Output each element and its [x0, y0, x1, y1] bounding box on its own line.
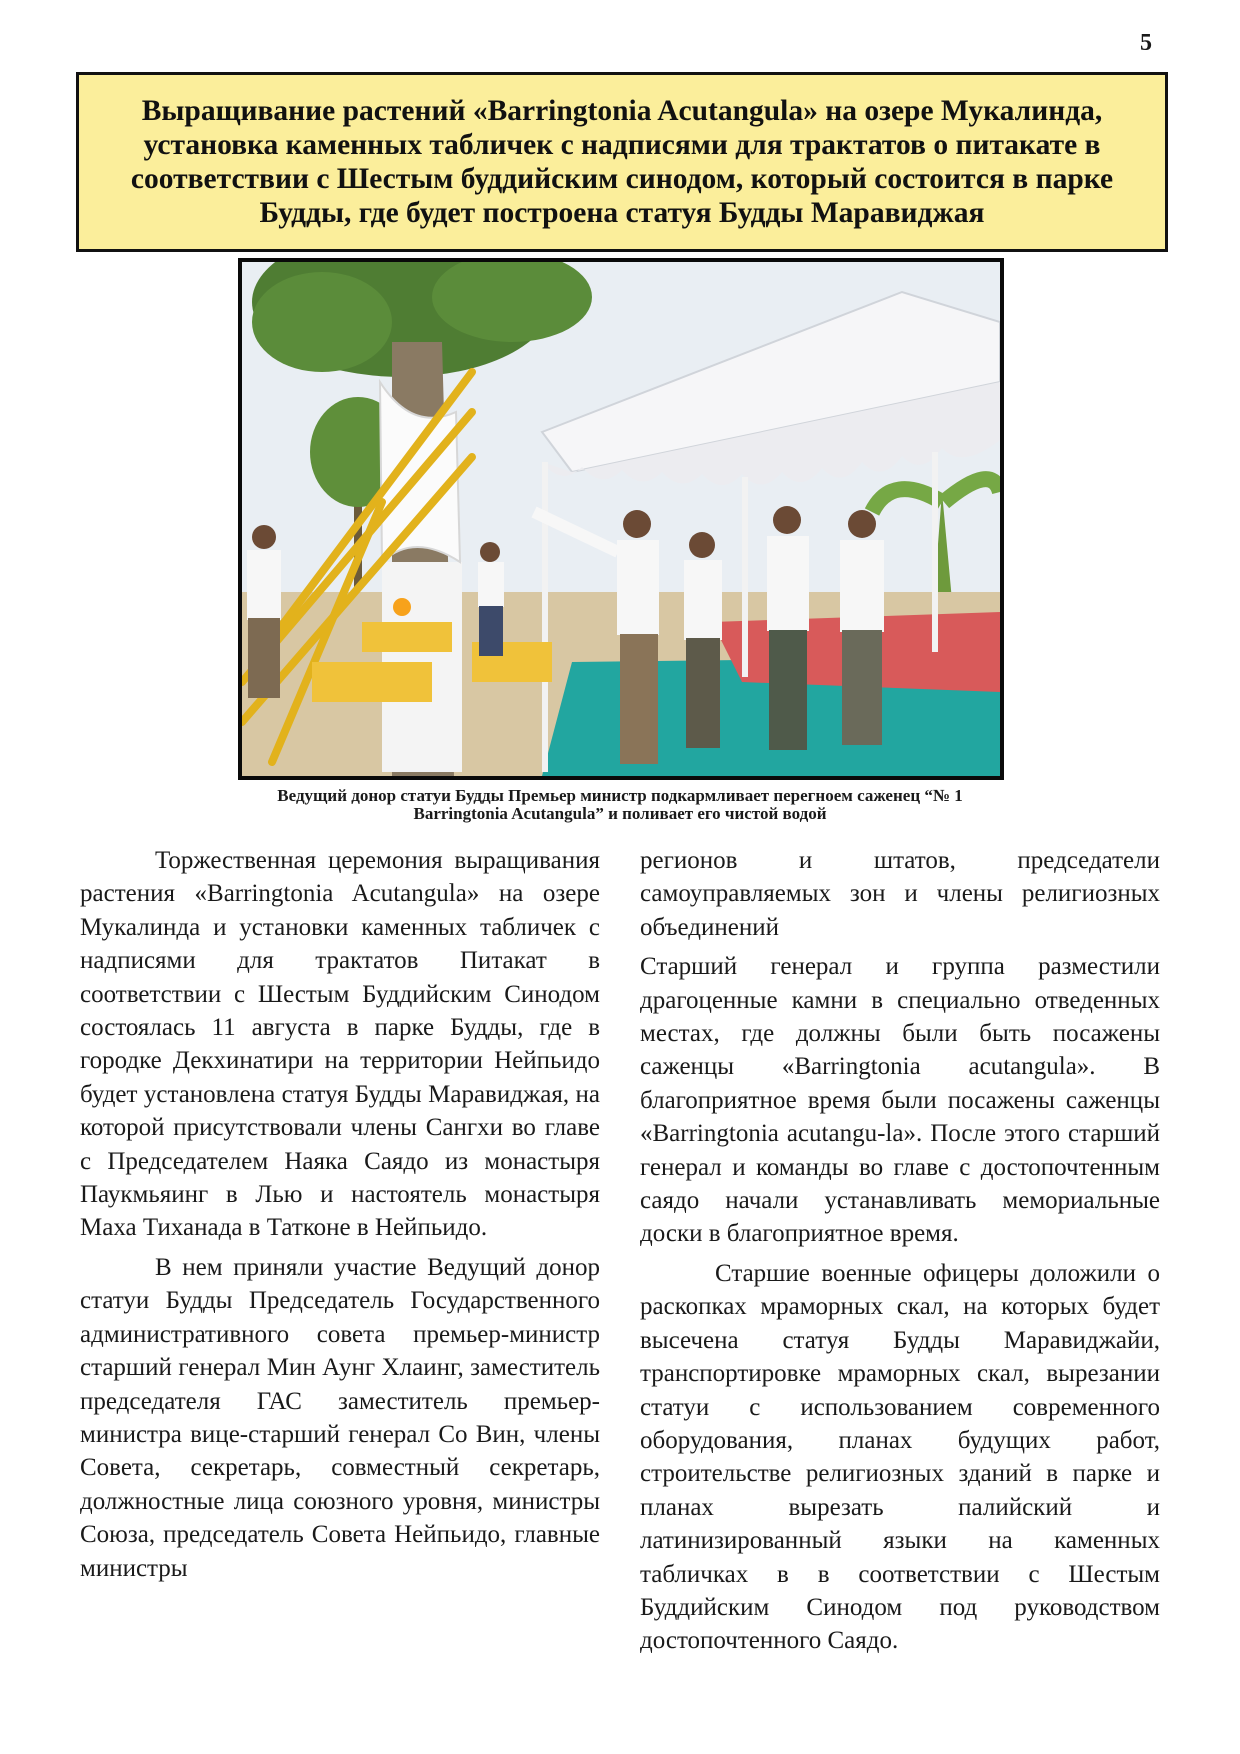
person-figure-icon	[767, 506, 809, 750]
paragraph: Старшие военные офицеры доложили о раскопках мраморных скал, на которых будет высечена статуя Будды Маравиджайи, транспортировке мраморных скал, вырезании статуи с использованием современного оборудования, планах будущих работ, строительстве религиозных зданий в парке и планах вырезать палийский и латинизированный языки на каменных табличках в в соответствии с Шестым Буддийским Синодом под руководством достопочтенного Саядо.	[640, 1259, 1160, 1655]
person-figure-icon	[840, 510, 884, 745]
article-photo	[238, 258, 1004, 780]
page-number: 5	[1140, 30, 1152, 56]
right-column	[640, 844, 1160, 1658]
caption-line-2: Barringtonia Acutangula” и поливает его чистой водой	[413, 804, 827, 823]
left-column	[80, 844, 600, 1585]
person-figure-icon	[684, 532, 722, 748]
paragraph: Торжественная церемония выращивания растения «Barringtonia Acutangula» на озере Мукалинда и установки каменных табличек с надписями для трактатов Питакат в соответствии с Шестым Буддийским Синодом состоялась 11 августа в парке Будды, где в городке Декхинатири на территории Нейпьидо будет установлена статуя Будды Маравиджая, на которой присутствовали члены Сангхи во главе с Председателем Наяка Саядо из монастыря Паукмьяинг в Лью и настоятель монастыря Маха Тиханада в Татконе в Нейпьидо.	[80, 847, 600, 1242]
title-box	[76, 72, 1168, 252]
article-title: Выращивание растений «Barringtonia Acutangula» на озере Мукалинда, установка каменных табличек с надписями для трактатов о питакате в соответствии с Шестым буддийским синодом, который состоится в парке Будды, где будет построена статуя Будды Маравиджая	[130, 95, 1114, 229]
photo-illustration	[242, 262, 1000, 776]
person-figure-icon	[247, 525, 281, 698]
paragraph: регионов и штатов, председатели самоуправляемых зон и члены религиозных объединений	[640, 847, 1160, 941]
photo-caption	[140, 787, 1100, 823]
paragraph: В нем приняли участие Ведущий донор статуи Будды Председатель Государственного административного совета премьер-министр старший генерал Мин Аунг Хлаинг, заместитель председателя ГАС заместитель премьер-министра вице-старший генерал Со Вин, члены Совета, секретарь, совместный секретарь, должностные лица союзного уровня, министры Союза, председатель Совета Нейпьидо, главные министры	[80, 1253, 600, 1582]
paragraph: Старший генерал и группа разместили драгоценные камни в специально отведенных местах, где должны были быть посажены саженцы «Barringtonia acutangula». В благоприятное время были посажены саженцы «Barringtonia acutangu-la». После этого старший генерал и команды во главе с достопочтенным саядо начали устанавливать мемориальные доски в благоприятное время.	[640, 953, 1160, 1248]
caption-line-1: Ведущий донор статуи Будды Премьер министр подкармливает перегноем саженец “№ 1	[277, 786, 963, 805]
